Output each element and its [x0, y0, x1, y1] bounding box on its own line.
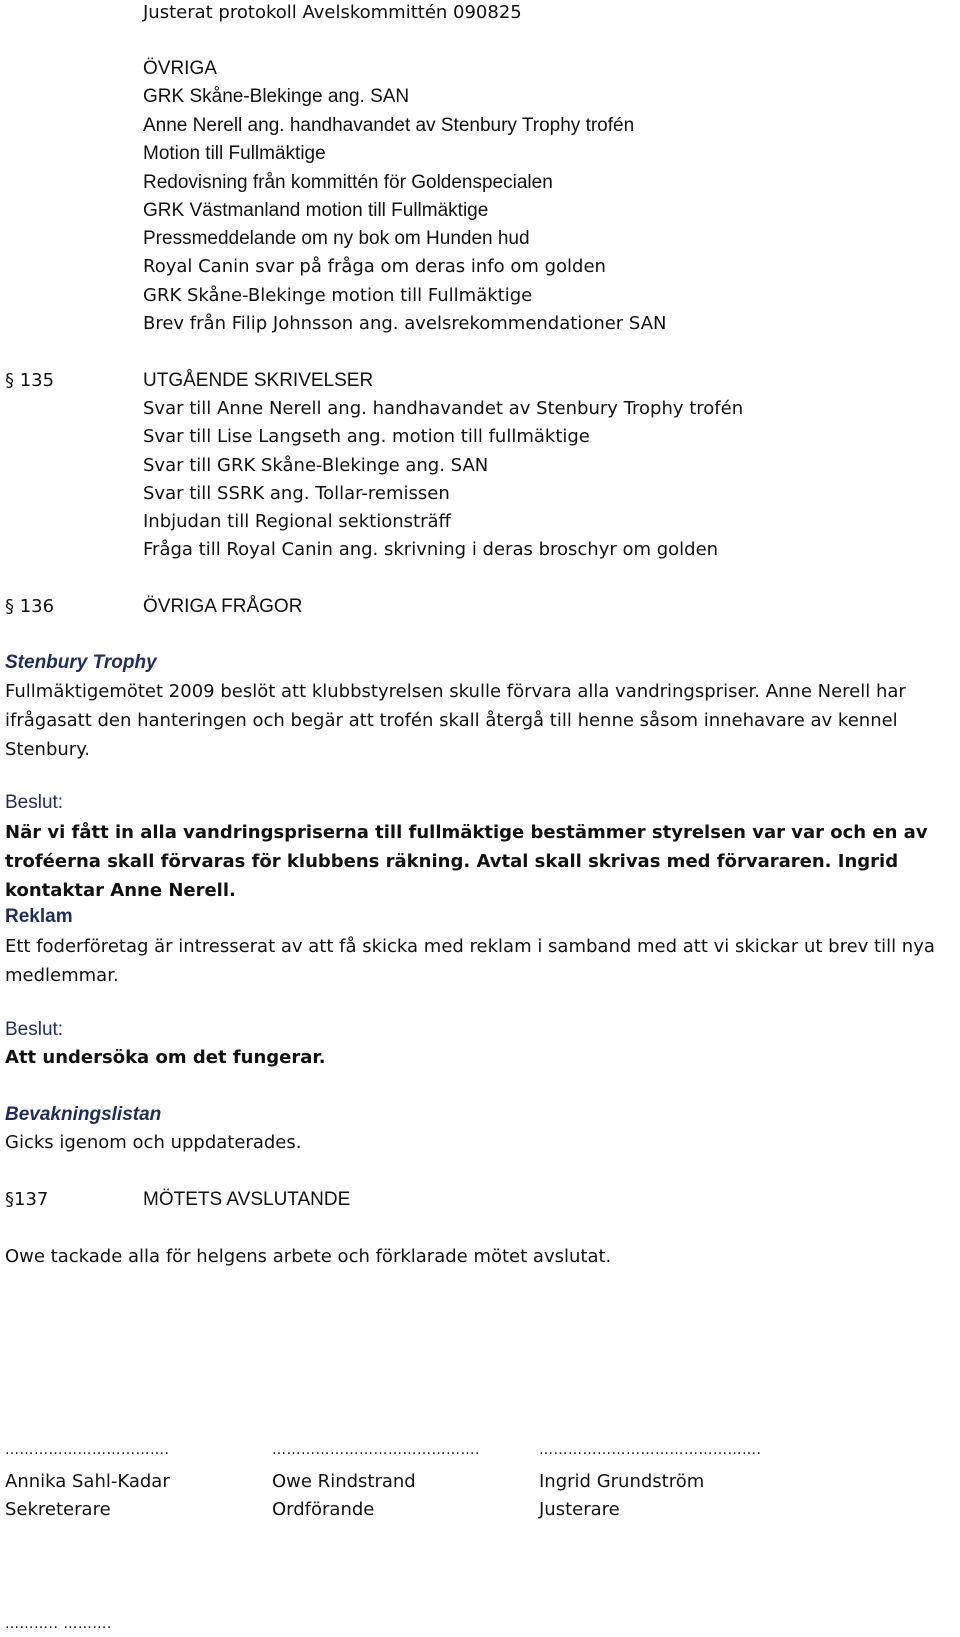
ovriga-item: Redovisning från kommittén för Goldenspecialen — [143, 172, 553, 193]
signature-name: Owe Rindstrand — [272, 1471, 416, 1492]
stenbury-text: Fullmäktigemötet 2009 beslöt att klubbstyrelsen skulle förvara alla vandringspriser. Anne Nerell har ifrågasatt den hanteringen och begär att trofén skall återgå till henne såsom innehavare av kennel Stenbury. — [5, 681, 906, 760]
section-136-heading: ÖVRIGA FRÅGOR — [143, 596, 303, 617]
stenbury-title: Stenbury Trophy — [5, 652, 157, 673]
signature-line: ………………………………………. — [539, 1442, 762, 1458]
section-137-number: §137 — [5, 1189, 49, 1210]
signature-line: ……………………………. — [5, 1442, 170, 1458]
ovriga-item: GRK Skåne-Blekinge motion till Fullmäktige — [143, 285, 533, 306]
reklam-beslut-text: Att undersöka om det fungerar. — [5, 1047, 326, 1068]
signature-name: Annika Sahl-Kadar — [5, 1471, 170, 1492]
section-137-heading: MÖTETS AVSLUTANDE — [143, 1189, 351, 1210]
outgoing-item: Svar till GRK Skåne-Blekinge ang. SAN — [143, 455, 489, 476]
outgoing-item: Svar till Anne Nerell ang. handhavandet av Stenbury Trophy trofén — [143, 398, 744, 419]
ovriga-item: Pressmeddelande om ny bok om Hunden hud — [143, 228, 530, 249]
reklam-title: Reklam — [5, 906, 73, 927]
ovriga-heading: ÖVRIGA — [143, 58, 217, 79]
ovriga-item: GRK Västmanland motion till Fullmäktige — [143, 200, 489, 221]
stenbury-beslut-text: När vi fått in alla vandringspriserna till fullmäktige bestämmer styrelsen var var och en av troféerna skall förvaras för klubbens räkning. Avtal skall skrivas med förvararen. Ingrid kontaktar Anne Nerell. — [5, 822, 928, 901]
bevakning-title: Bevakningslistan — [5, 1104, 162, 1125]
ovriga-item: Royal Canin svar på fråga om deras info om golden — [143, 256, 606, 277]
outgoing-item: Inbjudan till Regional sektionsträff — [143, 511, 451, 532]
section-135-number: § 135 — [5, 370, 55, 391]
reklam-text: Ett foderföretag är intresserat av att få skicka med reklam i samband med att vi skickar ut brev till nya medlemmar. — [5, 936, 935, 986]
closing-text: Owe tackade alla för helgens arbete och förklarade mötet avslutat. — [5, 1246, 612, 1267]
outgoing-item: Svar till SSRK ang. Tollar-remissen — [143, 483, 450, 504]
bevakning-text: Gicks igenom och uppdaterades. — [5, 1132, 302, 1153]
ovriga-item: Anne Nerell ang. handhavandet av Stenbury Trophy trofén — [143, 115, 635, 136]
ovriga-item: GRK Skåne-Blekinge ang. SAN — [143, 86, 410, 107]
stenbury-beslut-label: Beslut: — [5, 792, 64, 813]
document-title: Justerat protokoll Avelskommittén 090825 — [143, 2, 522, 23]
section-135-heading: UTGÅENDE SKRIVELSER — [143, 370, 374, 391]
outgoing-item: Fråga till Royal Canin ang. skrivning i deras broschyr om golden — [143, 539, 719, 560]
signature-line: ……………………………………. — [272, 1442, 480, 1458]
reklam-beslut-label: Beslut: — [5, 1019, 64, 1040]
signature-name: Ingrid Grundström — [539, 1471, 705, 1492]
signature-role: Ordförande — [272, 1499, 375, 1520]
outgoing-item: Svar till Lise Langseth ang. motion till fullmäktige — [143, 426, 590, 447]
ovriga-item: Brev från Filip Johnsson ang. avelsrekommendationer SAN — [143, 313, 667, 334]
section-136-number: § 136 — [5, 596, 55, 617]
ovriga-item: Motion till Fullmäktige — [143, 143, 326, 164]
signature-role: Sekreterare — [5, 1499, 111, 1520]
signature-role: Justerare — [539, 1499, 620, 1520]
initials-line: ……….. ………. — [5, 1616, 112, 1632]
